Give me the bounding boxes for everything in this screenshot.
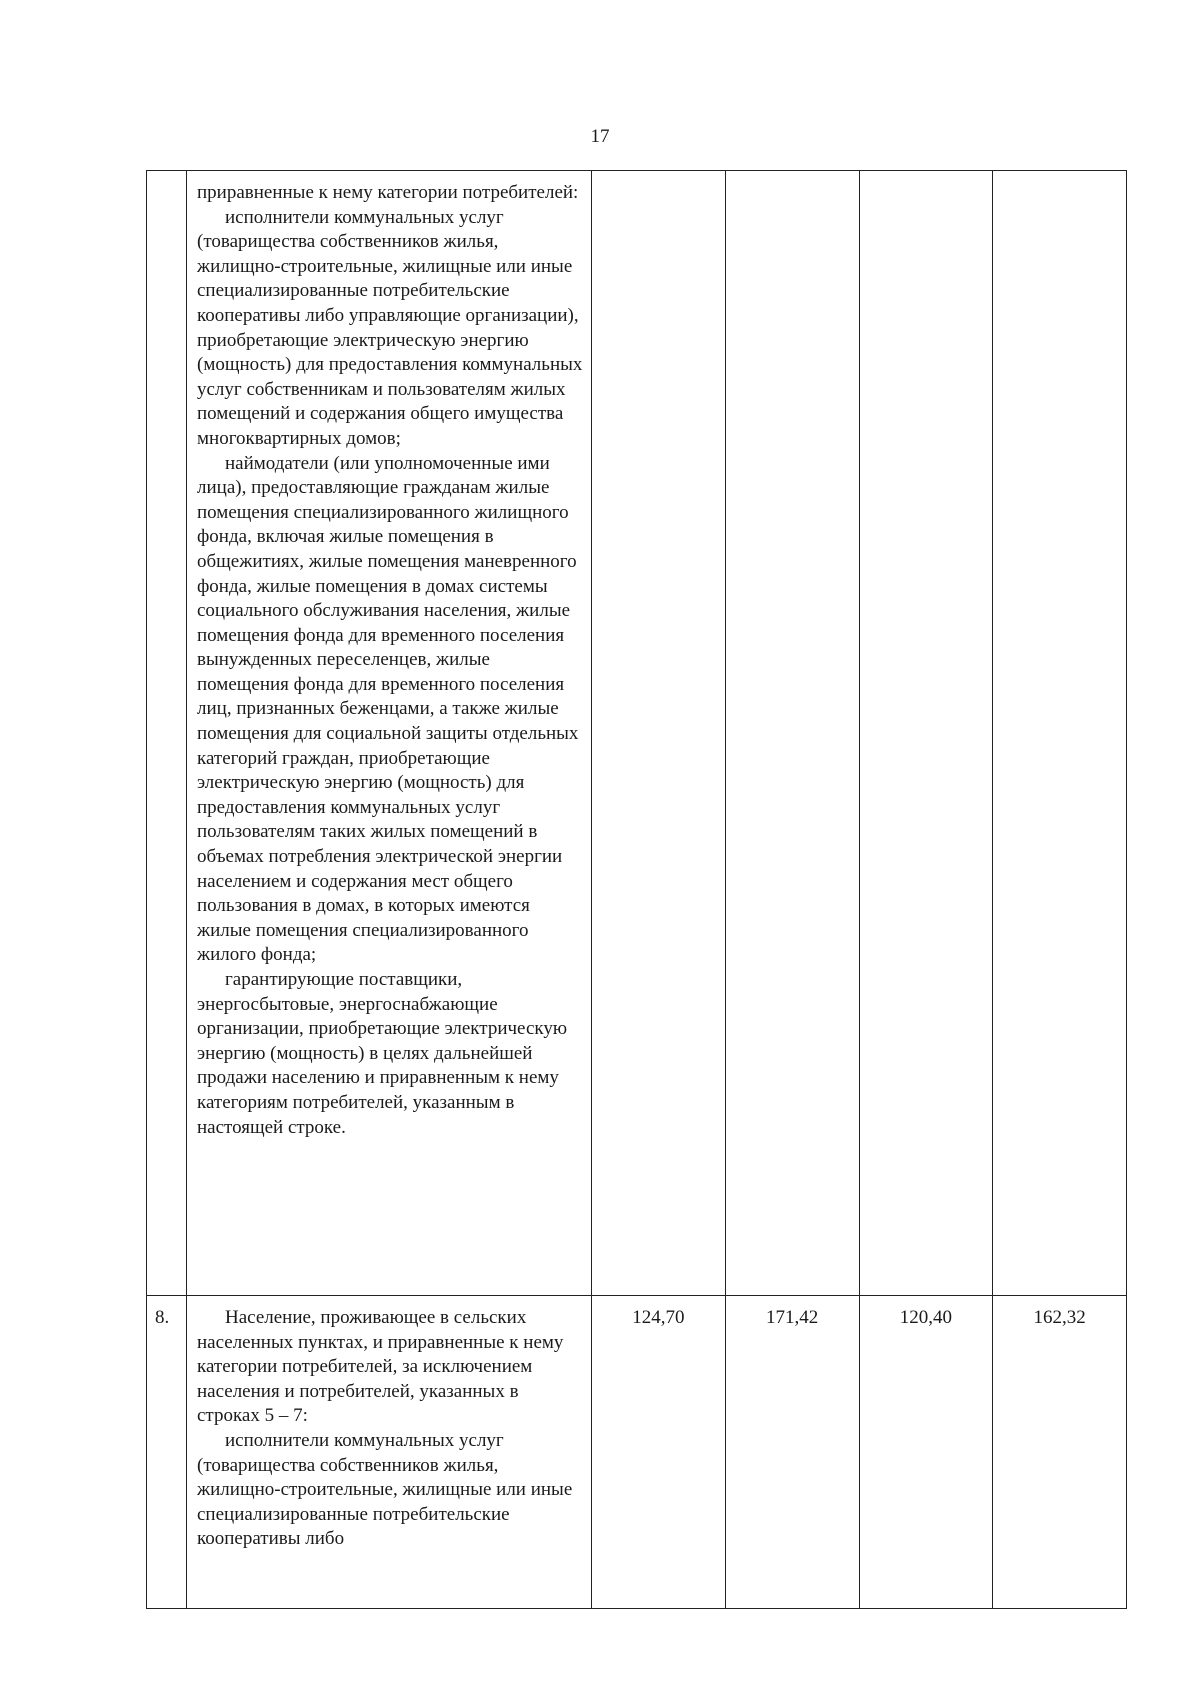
value-cell bbox=[859, 171, 993, 1296]
value-cell bbox=[993, 171, 1127, 1296]
row-number-cell bbox=[147, 171, 187, 1296]
value-cell: 162,32 bbox=[993, 1296, 1127, 1609]
description-paragraph: исполнители коммунальных услуг (товарищества собственников жилья, жилищно-строительные, жилищные или иные специализированные потребительские кооперативы либо bbox=[197, 1429, 573, 1550]
description-cell bbox=[187, 171, 592, 1296]
value-cell: 120,40 bbox=[859, 1296, 993, 1609]
row-number-cell: 8. bbox=[147, 1296, 187, 1609]
description-paragraph: приравненные к нему категории потребителей: bbox=[197, 182, 579, 203]
description-cell bbox=[187, 1296, 592, 1609]
description-paragraph: гарантирующие поставщики, энергосбытовые, энергоснабжающие организации, приобретающие электрическую энергию (мощность) в целях дальнейшей продажи населению и приравненным к нему категориям потребителей, указанным в настоящей строке. bbox=[197, 969, 568, 1138]
description-paragraph: наймодатели (или уполномоченные ими лица), предоставляющие гражданам жилые помещения специализированного жилищного фонда, включая жилые помещения в общежитиях, жилые помещения маневренного фонда, жилые помещения в домах системы социального обслуживания населения, жилые помещения фонда для временного поселения вынужденных переселенцев, жилые помещения фонда для временного поселения лиц, признанных беженцами, а также жилые помещения для социальной защиты отдельных категорий граждан, приобретающие электрическую энергию (мощность) для предоставления коммунальных услуг пользователям таких жилых помещений в объемах потребления электрической энергии населением и содержания мест общего пользования в домах, в которых имеются жилые помещения специализированного жилого фонда; bbox=[197, 452, 579, 966]
description-paragraph: Население, проживающее в сельских населенных пунктах, и приравненные к нему категории потребителей, за исключением населения и потребителей, указанных в строках 5 – 7: bbox=[197, 1307, 564, 1427]
value-cell: 124,70 bbox=[592, 1296, 726, 1609]
value-cell bbox=[725, 171, 859, 1296]
value-cell bbox=[592, 171, 726, 1296]
table-row bbox=[147, 1296, 1127, 1609]
description-paragraph: исполнители коммунальных услуг (товарищества собственников жилья, жилищно-строительные, жилищные или иные специализированные потребительские кооперативы либо управляющие организации), приобретающие электрическую энергию (мощность) для предоставления коммунальных услуг собственникам и пользователям жилых помещений и содержания общего имущества многоквартирных домов; bbox=[197, 206, 583, 449]
value-cell: 171,42 bbox=[725, 1296, 859, 1609]
page-number: 17 bbox=[590, 126, 610, 147]
table-row bbox=[147, 171, 1127, 1296]
tariff-table bbox=[146, 170, 1127, 1609]
